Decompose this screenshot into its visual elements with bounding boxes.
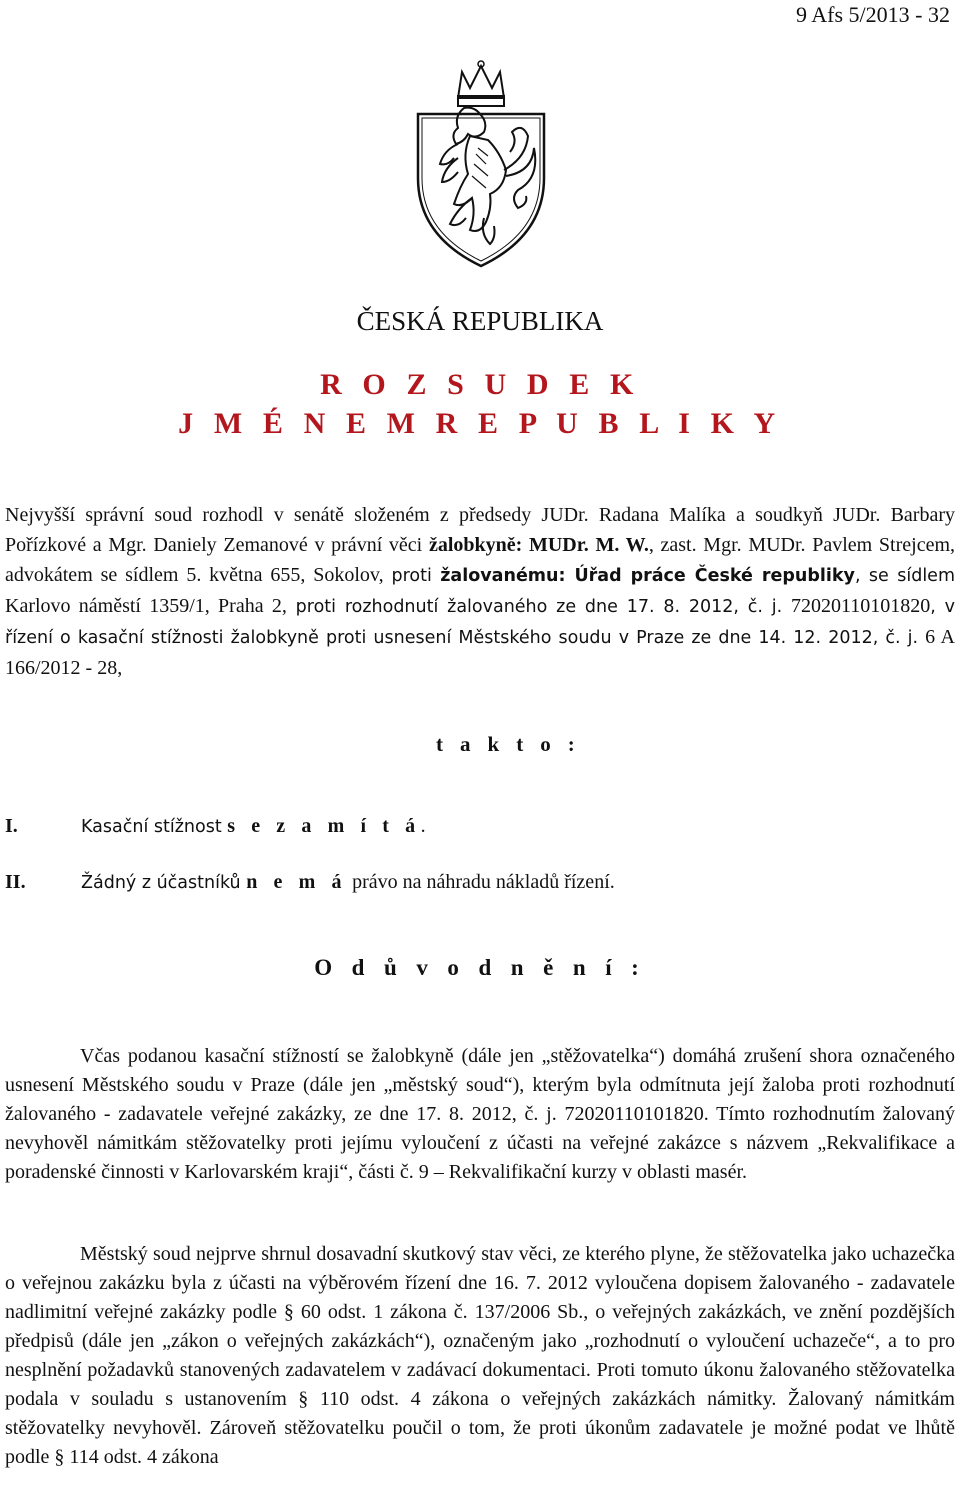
verdict-keyword: n e m á (246, 871, 348, 893)
intro-paragraph (5, 500, 955, 683)
country-heading: ČESKÁ REPUBLIKA (356, 306, 604, 336)
intro-text-8: , v řízení o kasační stížnosti žalobkyně proti usnesení Městského soudu v Praze ze dne 14. 12. 2012, č. j. (5, 597, 955, 648)
intro-text-1: Nejvyšší správní soud rozhodl v senátě složeném z předsedy JUDr. Radana Malíka a soudkyň JUDr. Barbary Pořízkové a Mgr. Daniely Zemanové v právní věci (5, 504, 955, 556)
plaintiff-label: žalobkyně: MUDr. M. W. (428, 534, 649, 556)
intro-text-4: , se sídlem (854, 566, 955, 586)
verdict-text: Kasační stížnost s e z a m í t á. (81, 815, 426, 837)
defendant-label: žalovanému: Úřad práce České republiky (440, 566, 855, 586)
verdict-number: I. (5, 815, 18, 837)
verdict-number: II. (5, 871, 26, 893)
takto-heading: t a k t o : (436, 732, 581, 756)
intro-text-2: , zast. Mgr. MUDr. Pavlem Strejcem, advokátem se sídlem 5. května 655, Sokolov, (5, 534, 955, 586)
coat-of-arms-emblem (414, 58, 548, 268)
judgment-subtitle: J M É N E M R E P U B L I K Y (178, 407, 782, 440)
case-number: 9 Afs 5/2013 - 32 (796, 2, 950, 27)
reasons-paragraph: Městský soud nejprve shrnul dosavadní skutkový stav věci, ze kterého plyne, že stěžovatelka jako uchazečka o veřejnou zakázku byla z účasti na výběrovém řízení dne 16. 7. 2012 vyloučena dopisem žalovaného - zadavatele nadlimitní veřejné zakázky podle § 60 odst. 1 zákona č. 137/2006 Sb., o veřejných zakázkách, ve znění pozdějších předpisů (dále jen „zákon o veřejných zakázkách“), označeným jako „rozhodnutí o vyloučení uchazeče“, a to pro nesplnění požadavků stanovených zadavatelem v zadávací dokumentaci. Proti tomuto úkonu žalovaného stěžovatelka podala v souladu s ustanovením § 110 odst. 4 zákona o veřejných zakázkách námitky. Žalovaný námitkám stěžovatelky nevyhověl. Zároveň stěžovatelku poučil o tom, že proti úkonům zadavatele je možné podat ve lhůtě podle § 114 odst. 4 zákona (5, 1243, 955, 1468)
intro-text-7: 72020110101820 (791, 595, 931, 617)
judgment-title: R O Z S U D E K (320, 368, 640, 401)
intro-text-6: proti rozhodnutí žalovaného ze dne 17. 8. 2012, č. j. (286, 597, 791, 617)
verdict-keyword: s e z a m í t á (227, 815, 421, 837)
intro-text-5: Karlovo náměstí 1359/1, Praha 2, (5, 595, 287, 617)
reasons-paragraph: Včas podanou kasační stížností se žalobkyně (dále jen „stěžovatelka“) domáhá zrušení shora označeného usnesení Městského soudu v Praze (dále jen „městský soud“), kterým byla odmítnuta její žaloba proti rozhodnutí žalovaného - zadavatele veřejné zakázky, ze dne 17. 8. 2012, č. j. 72020110101820. Tímto rozhodnutím žalovaný nevyhověl námitkám stěžovatelky proti jejímu vyloučení z účasti na veřejné zakázce s názvem „Rekvalifikace a poradenské činnosti v Karlovarském kraji“, části č. 9 – Rekvalifikační kurzy v oblasti masér. (5, 1045, 955, 1183)
reasons-heading: O d ů v o d n ě n í : (314, 955, 646, 980)
intro-text-3: proti (391, 566, 441, 586)
verdict-text: Žádný z účastníků n e m á právo na náhradu nákladů řízení. (81, 871, 615, 893)
intro-text-9: 6 A 166/2012 - 28, (5, 626, 955, 679)
